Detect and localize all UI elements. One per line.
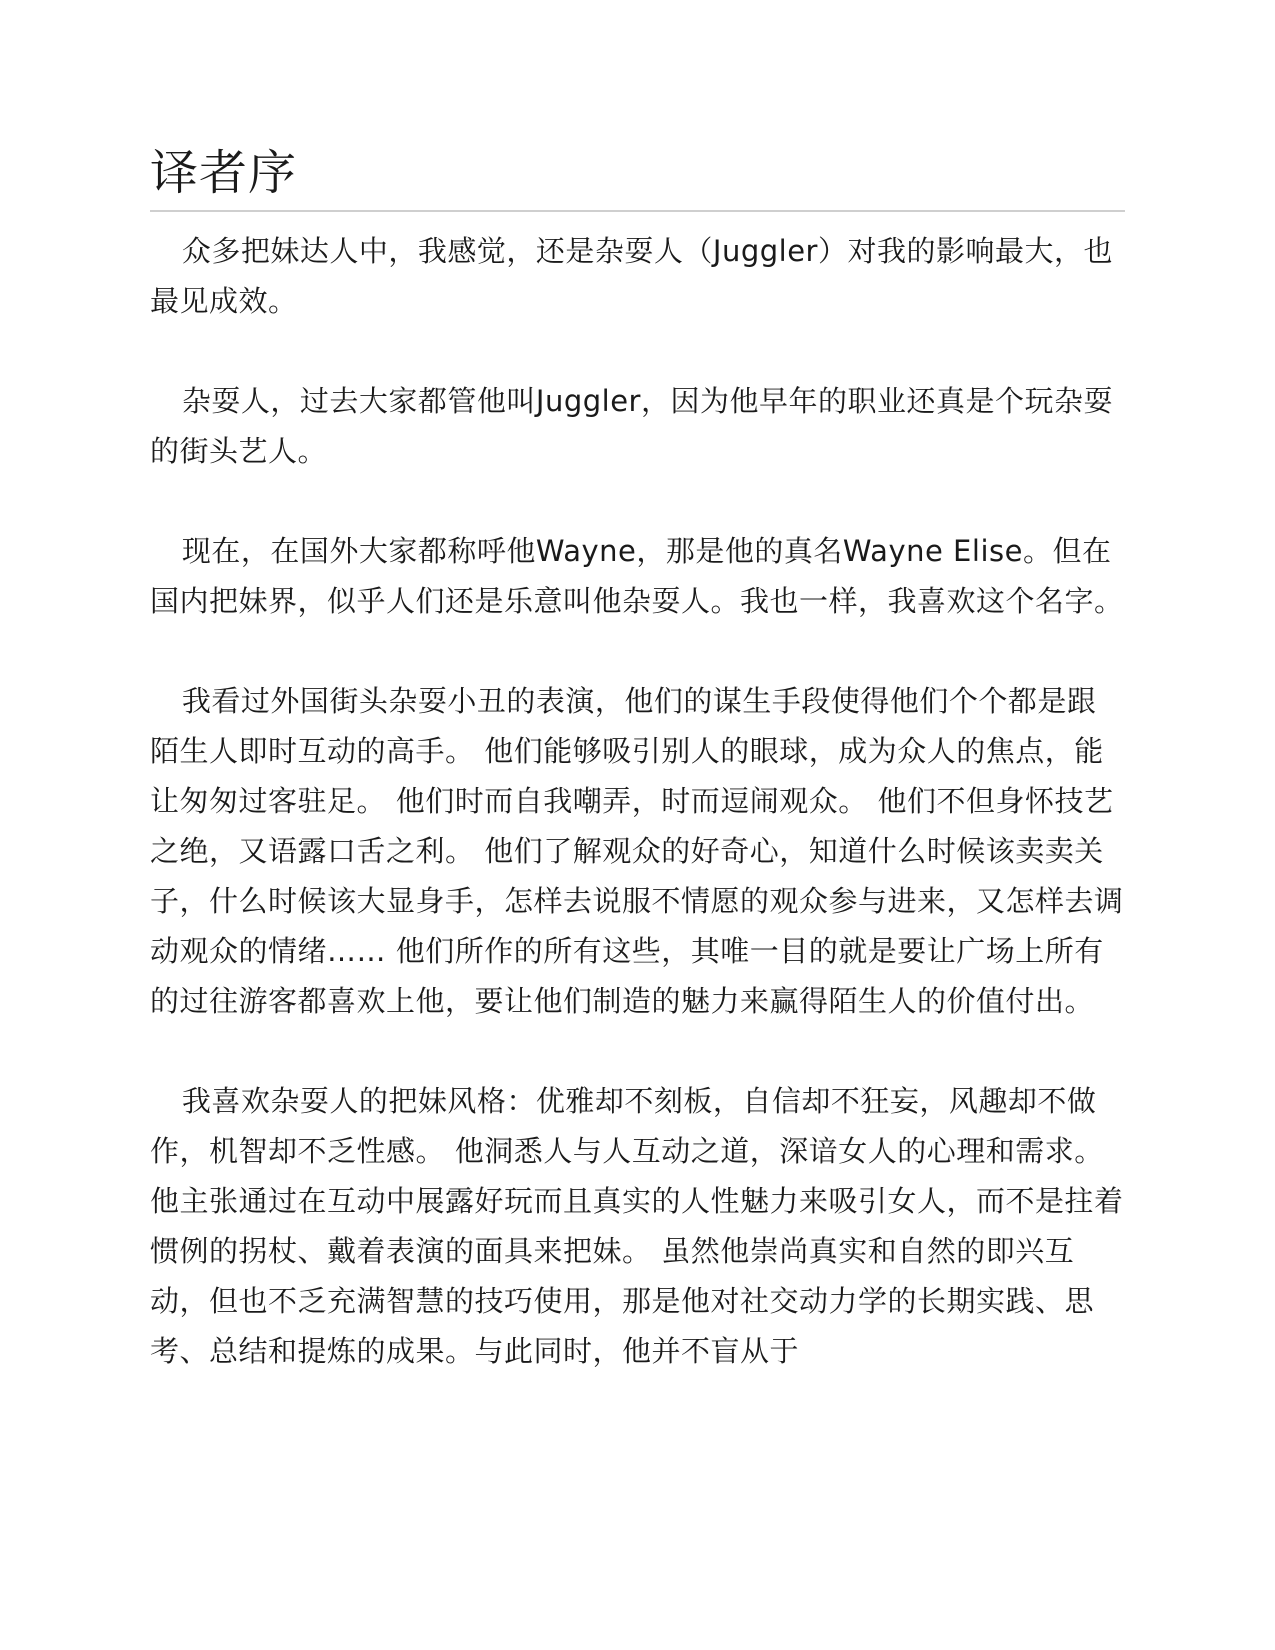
document-page xyxy=(150,140,1125,1376)
paragraph-1: 众多把妹达人中，我感觉，还是杂耍人（Juggler）对我的影响最大，也最见成效。 xyxy=(150,234,1113,318)
paragraph-3: 现在，在国外大家都称呼他Wayne，那是他的真名Wayne Elise。但在国内把妹界，似乎人们还是乐意叫他杂耍人。我也一样，我喜欢这个名字。 xyxy=(150,534,1124,618)
page-title: 译者序 xyxy=(150,140,1125,212)
paragraph-2: 杂耍人，过去大家都管他叫Juggler，因为他早年的职业还真是个玩杂耍的街头艺人。 xyxy=(150,384,1113,468)
paragraph-5: 我喜欢杂耍人的把妹风格：优雅却不刻板，自信却不狂妄，风趣却不做作，机智却不乏性感。 他洞悉人与人互动之道，深谙女人的心理和需求。 他主张通过在互动中展露好玩而且真实的人性魅力来吸引女人，而不是拄着惯例的拐杖、戴着表演的面具来把妹。 虽然他崇尚真实和自然的即兴互动，但也不乏充满智慧的技巧使用，那是他对社交动力学的长期实践、思考、总结和提炼的成果。与此同时，他并不盲从于 xyxy=(150,1084,1124,1368)
paragraph-4: 我看过外国街头杂耍小丑的表演，他们的谋生手段使得他们个个都是跟陌生人即时互动的高手。 他们能够吸引别人的眼球，成为众人的焦点，能让匆匆过客驻足。 他们时而自我嘲弄，时而逗闹观众。 他们不但身怀技艺之绝，又语露口舌之利。 他们了解观众的好奇心，知道什么时候该卖卖关子，什么时候该大显身手，怎样去说服不情愿的观众参与进来，又怎样去调动观众的情绪…… 他们所作的所有这些，其唯一目的就是要让广场上所有的过往游客都喜欢上他，要让他们制造的魅力来赢得陌生人的价值付出。 xyxy=(150,684,1124,1018)
